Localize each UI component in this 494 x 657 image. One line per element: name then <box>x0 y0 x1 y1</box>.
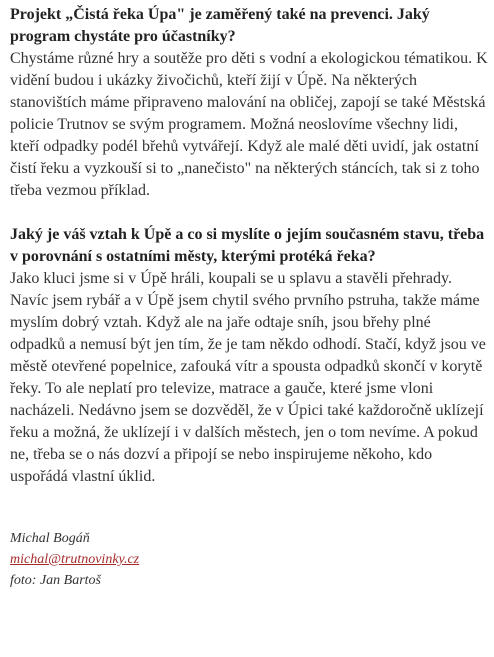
credits-spacer <box>10 488 488 528</box>
answer-text: Chystáme různé hry a soutěže pro děti s vodní a ekologickou tématikou. K vidění budou i ukázky živočichů, kteří žijí v Úpě. Na některých stanovištích máme připraveno malování na obličej, zapojí se také Městská policie Trutnov se svým programem. Možná neoslovíme všechny lidi, kteří odpadky podél břehů vytvářejí. Když ale malé děti uvidí, jak ostatní čistí řeku a vyzkouší si to „nanečisto" na některých stáncích, tak si z toho třeba vezmou příklad. <box>10 50 488 199</box>
question-text: Jaký je váš vztah k Úpě a co si myslíte o jejím současném stavu, třeba v porovnání s ostatními městy, kterými protéká řeka? <box>10 226 485 265</box>
answer-text: Jako kluci jsme si v Úpě hráli, koupali se u splavu a stavěli přehrady. Navíc jsem rybář a v Úpě jsem chytil svého prvního pstruha, takže máme myslím dobrý vztah. Když ale na jaře odtaje sníh, jsou břehy plné odpadků a nemusí být jen tím, že je tam někdo odhodí. Stačí, když jsou ve městě otevřené popelnice, zafouká vítr a spousta odpadků skončí v korytě řeky. To ale neplatí pro televize, matrace a gauče, které jsme vloni nacházeli. Nedávno jsem se dozvěděl, že v Úpici také každoročně uklízejí řeku a možná, že uklízejí i v dalších městech, jen o tom nevíme. A pokud ne, třeba se o nás dozví a připojí se nebo inspirujeme někoho, kdo uspořádá vlastní úklid. <box>10 270 486 485</box>
question-text: Projekt „Čistá řeka Úpa" je zaměřený také na prevenci. Jaký program chystáte pro účastníky? <box>10 6 430 45</box>
author-email-link[interactable]: michal@trutnovinky.cz <box>10 552 140 567</box>
qa-section-1 <box>10 4 488 202</box>
article-body <box>10 4 488 591</box>
qa-section-2 <box>10 224 488 488</box>
photo-credit: foto: Jan Bartoš <box>10 573 101 588</box>
author-name: Michal Bogáň <box>10 531 90 546</box>
section-spacer <box>10 202 488 224</box>
article-credits <box>10 528 488 591</box>
